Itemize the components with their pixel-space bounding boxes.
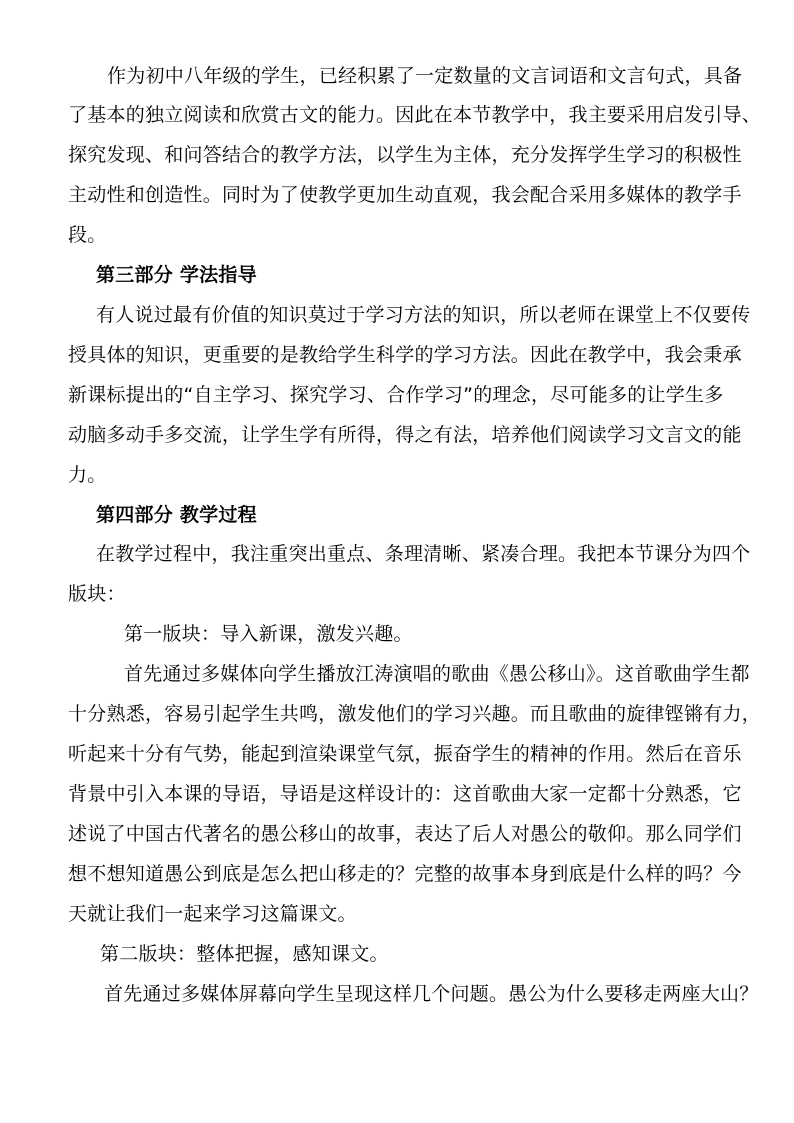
- block-title-1: 第一版块：导入新课，激发兴趣。: [124, 623, 413, 645]
- paragraph-line: 力。: [68, 464, 107, 486]
- paragraph-line: 十分熟悉，容易引起学生共鸣，激发他们的学习兴趣。而且歌曲的旋律铿锵有力，: [68, 703, 762, 725]
- paragraph-line: 新课标提出的“自主学习、探究学习、合作学习”的理念，尽可能多的让学生多: [68, 384, 724, 406]
- section-heading-teaching-process: 第四部分 教学过程: [96, 504, 257, 526]
- paragraph-line: 想不想知道愚公到底是怎么把山移走的？完整的故事本身到底是什么样的吗？今: [68, 863, 742, 885]
- paragraph-line: 作为初中八年级的学生，已经积累了一定数量的文言词语和文言句式，具备: [107, 65, 743, 87]
- paragraph-line: 在教学过程中，我注重突出重点、条理清晰、紧凑合理。我把本节课分为四个: [96, 543, 751, 565]
- paragraph-line: 主动性和创造性。同时为了使教学更加生动直观，我会配合采用多媒体的教学手: [68, 184, 742, 206]
- paragraph-line: 探究发现、和问答结合的教学方法，以学生为主体，充分发挥学生学习的积极性: [68, 144, 742, 166]
- paragraph-line: 动脑多动手多交流，让学生学有所得，得之有法，培养他们阅读学习文言文的能: [68, 424, 742, 446]
- paragraph-line: 天就让我们一起来学习这篇课文。: [68, 903, 357, 925]
- paragraph-line: 版块：: [68, 583, 126, 605]
- paragraph-line: 背景中引入本课的导语，导语是这样设计的：这首歌曲大家一定都十分熟悉，它: [68, 783, 742, 805]
- paragraph-line: 了基本的独立阅读和欣赏古文的能力。因此在本节教学中，我主要采用启发引导、: [68, 104, 762, 126]
- block-title-2: 第二版块：整体把握，感知课文。: [100, 943, 389, 965]
- paragraph-line: 述说了中国古代著名的愚公移山的故事，表达了后人对愚公的敬仰。那么同学们: [68, 823, 742, 845]
- section-heading-study-methods: 第三部分 学法指导: [96, 264, 257, 286]
- paragraph-line: 有人说过最有价值的知识莫过于学习方法的知识，所以老师在课堂上不仅要传: [96, 304, 751, 326]
- paragraph-line: 段。: [68, 224, 107, 246]
- paragraph-line: 听起来十分有气势，能起到渲染课堂气氛，振奋学生的精神的作用。然后在音乐: [68, 743, 742, 765]
- paragraph-line: 首先通过多媒体屏幕向学生呈现这样几个问题。愚公为什么要移走两座大山？: [104, 983, 759, 1005]
- paragraph-line: 授具体的知识，更重要的是教给学生科学的学习方法。因此在教学中，我会秉承: [68, 344, 742, 366]
- paragraph-line: 首先通过多媒体向学生播放江涛演唱的歌曲《愚公移山》。这首歌曲学生都: [124, 663, 750, 685]
